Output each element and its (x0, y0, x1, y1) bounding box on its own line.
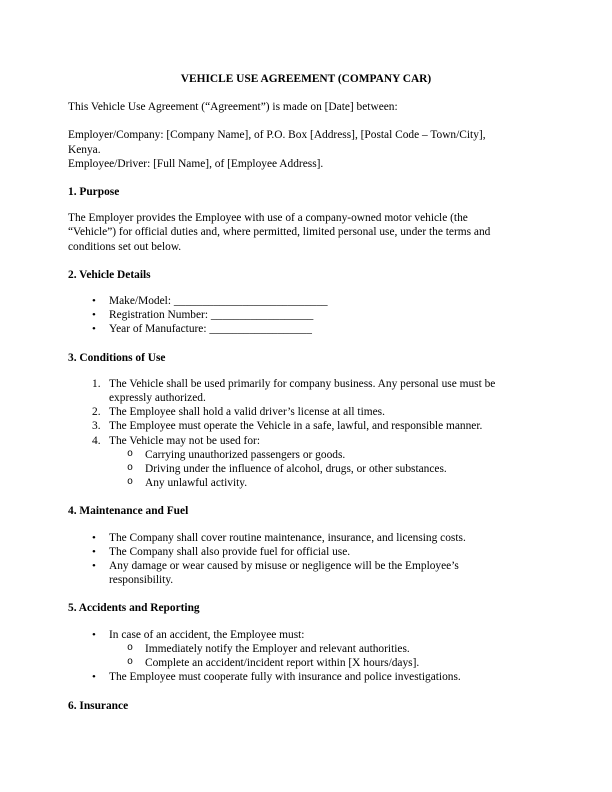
circle-bullet-icon: o (127, 657, 134, 669)
parties-country-line: Kenya. (68, 143, 101, 156)
condition-item-1 (68, 377, 544, 405)
purpose-paragraph (68, 211, 544, 254)
maintenance-item (68, 559, 544, 587)
parties-paragraph (68, 128, 544, 171)
document-title: VEHICLE USE AGREEMENT (COMPANY CAR) (180, 73, 432, 85)
conditions-list (68, 377, 544, 491)
maintenance-list (68, 531, 544, 588)
maintenance-item (68, 531, 544, 545)
prohibited-use-item (68, 462, 544, 476)
prohibited-use-item (68, 448, 544, 462)
parties-employer-line: Employer/Company: [Company Name], of P.O. Box [Address], [Postal Code – Town/City], (68, 129, 486, 142)
condition-line: expressly authorized. (109, 392, 206, 405)
section-heading-vehicle-details: 2. Vehicle Details (68, 268, 151, 281)
number-marker: 1. (92, 377, 101, 390)
section-heading-accidents: 5. Accidents and Reporting (68, 602, 200, 615)
intro-paragraph: This Vehicle Use Agreement (“Agreement”) is made on [Date] between: (68, 101, 398, 114)
accident-item (68, 628, 544, 642)
accident-line: In case of an accident, the Employee must: (109, 628, 305, 641)
prohibited-use-line: Carrying unauthorized passengers or goods. (145, 448, 346, 461)
bullet-icon: • (92, 295, 96, 308)
purpose-line: The Employer provides the Employee with use of a company-owned motor vehicle (the (68, 212, 468, 225)
condition-line: The Vehicle may not be used for: (109, 434, 260, 447)
section-heading-maintenance: 4. Maintenance and Fuel (68, 505, 189, 518)
bullet-icon: • (92, 628, 96, 641)
condition-item-3 (68, 419, 544, 433)
section-heading-conditions: 3. Conditions of Use (68, 351, 166, 364)
purpose-line: conditions set out below. (68, 240, 182, 253)
purpose-line: “Vehicle”) for official duties and, where permitted, limited personal use, under the terms and (68, 226, 491, 239)
accident-item (68, 670, 544, 684)
condition-item-4 (68, 434, 544, 448)
accident-line: The Employee must cooperate fully with insurance and police investigations. (109, 671, 461, 684)
number-marker: 2. (92, 406, 101, 419)
accident-sub-item (68, 656, 544, 670)
fill-in-blank-year: Year of Manufacture: __________________ (109, 323, 312, 336)
accident-sub-line: Complete an accident/incident report within [X hours/days]. (145, 657, 420, 670)
condition-line: The Employee shall hold a valid driver’s license at all times. (109, 406, 385, 419)
bullet-icon: • (92, 323, 96, 336)
condition-line: The Vehicle shall be used primarily for company business. Any personal use must be (109, 377, 496, 390)
vehicle-detail-registration (68, 308, 544, 322)
maintenance-item (68, 545, 544, 559)
fill-in-blank-registration: Registration Number: __________________ (109, 309, 314, 322)
bullet-icon: • (92, 309, 96, 322)
maintenance-line: The Company shall cover routine maintenance, insurance, and licensing costs. (109, 531, 466, 544)
number-marker: 4. (92, 434, 101, 447)
accident-sub-item (68, 642, 544, 656)
accident-sub-line: Immediately notify the Employer and relevant authorities. (145, 642, 410, 655)
prohibited-use-item (68, 476, 544, 490)
maintenance-line: The Company shall also provide fuel for official use. (109, 545, 351, 558)
condition-item-2 (68, 405, 544, 419)
bullet-icon: • (92, 545, 96, 558)
parties-employee-line: Employee/Driver: [Full Name], of [Employee Address]. (68, 157, 324, 170)
prohibited-use-line: Driving under the influence of alcohol, drugs, or other substances. (145, 463, 447, 476)
maintenance-line: responsibility. (109, 574, 174, 587)
bullet-icon: • (92, 531, 96, 544)
circle-bullet-icon: o (127, 642, 134, 654)
number-marker: 3. (92, 420, 101, 433)
circle-bullet-icon: o (127, 448, 134, 460)
bullet-icon: • (92, 671, 96, 684)
vehicle-details-list (68, 294, 544, 337)
section-heading-purpose: 1. Purpose (68, 186, 120, 199)
section-heading-insurance: 6. Insurance (68, 699, 129, 712)
vehicle-detail-year (68, 322, 544, 336)
fill-in-blank-make-model: Make/Model: ___________________________ (109, 295, 328, 308)
circle-bullet-icon: o (127, 477, 134, 489)
bullet-icon: • (92, 560, 96, 573)
condition-line: The Employee must operate the Vehicle in a safe, lawful, and responsible manner. (109, 420, 483, 433)
prohibited-use-line: Any unlawful activity. (145, 477, 248, 490)
maintenance-line: Any damage or wear caused by misuse or negligence will be the Employee’s (109, 560, 459, 573)
circle-bullet-icon: o (127, 463, 134, 475)
accidents-list (68, 628, 544, 685)
vehicle-detail-make-model (68, 294, 544, 308)
